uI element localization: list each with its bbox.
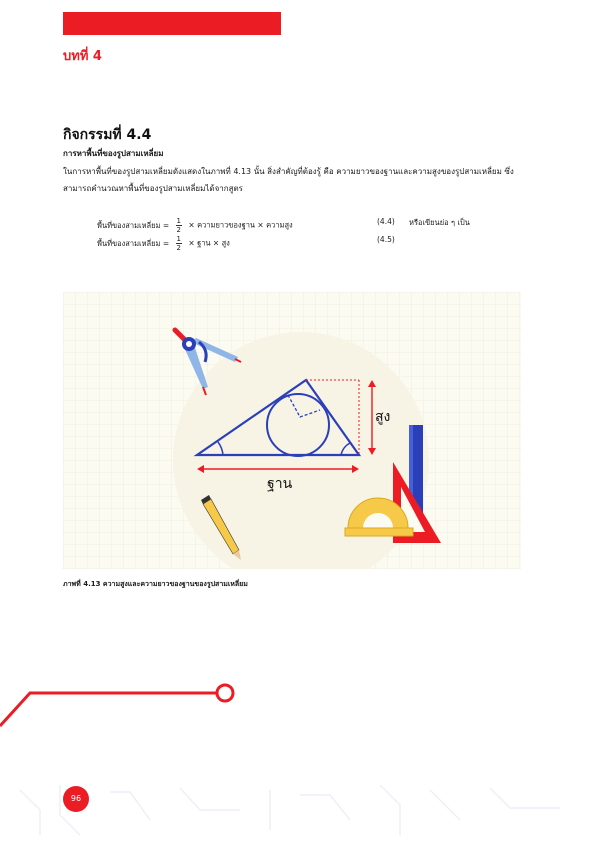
figure-triangle-illustration bbox=[63, 292, 521, 569]
decorative-line-icon bbox=[0, 670, 240, 730]
circuit-pattern bbox=[0, 780, 595, 842]
formula-note: หรือเขียนย่อ ๆ เป็น bbox=[409, 218, 470, 227]
formula-rhs: × ความยาวของฐาน × ความสูง bbox=[188, 220, 293, 230]
height-label: สูง bbox=[375, 409, 391, 425]
fraction-denominator: 2 bbox=[176, 244, 182, 252]
formula-4-5 bbox=[97, 235, 395, 252]
fraction-numerator: 1 bbox=[176, 217, 182, 225]
activity-title: กิจกรรมที่ 4.4 bbox=[63, 127, 152, 143]
formula-lhs: พื้นที่ของสามเหลี่ยม = bbox=[97, 238, 170, 248]
activity-paragraph: ในการหาพื้นที่ของรูปสามเหลี่ยมดังแสดงในภาพที่ 4.13 นั้น สิ่งสำคัญที่ต้องรู้ คือ ความยาวของฐานและความสูงของรูปสามเหลี่ยม ซึ่งสามารถคำนวณหาพื้นที่ของรูปสามเหลี่ยมได้จากสูตร bbox=[63, 167, 514, 193]
page-number: 96 bbox=[63, 786, 89, 812]
base-label: ฐาน bbox=[267, 476, 293, 492]
fraction-denominator: 2 bbox=[176, 226, 182, 234]
equation-number: (4.4) bbox=[377, 217, 395, 226]
equation-number: (4.5) bbox=[377, 235, 395, 244]
formula-rhs: × ฐาน × สูง bbox=[188, 238, 230, 248]
figure-svg bbox=[63, 292, 521, 569]
formula-lhs: พื้นที่ของสามเหลี่ยม = bbox=[97, 220, 170, 230]
fraction-numerator: 1 bbox=[176, 235, 182, 243]
fraction-half bbox=[176, 235, 182, 252]
formula-4-4 bbox=[97, 217, 470, 234]
fraction-half bbox=[176, 217, 182, 234]
figure-caption: ภาพที่ 4.13 ความสูงและความยาวของฐานของรูปสามเหลี่ยม bbox=[63, 580, 248, 588]
header-red-bar bbox=[63, 12, 281, 35]
chapter-label: บทที่ 4 bbox=[63, 49, 102, 64]
activity-subtitle: การหาพื้นที่ของรูปสามเหลี่ยม bbox=[63, 149, 164, 158]
